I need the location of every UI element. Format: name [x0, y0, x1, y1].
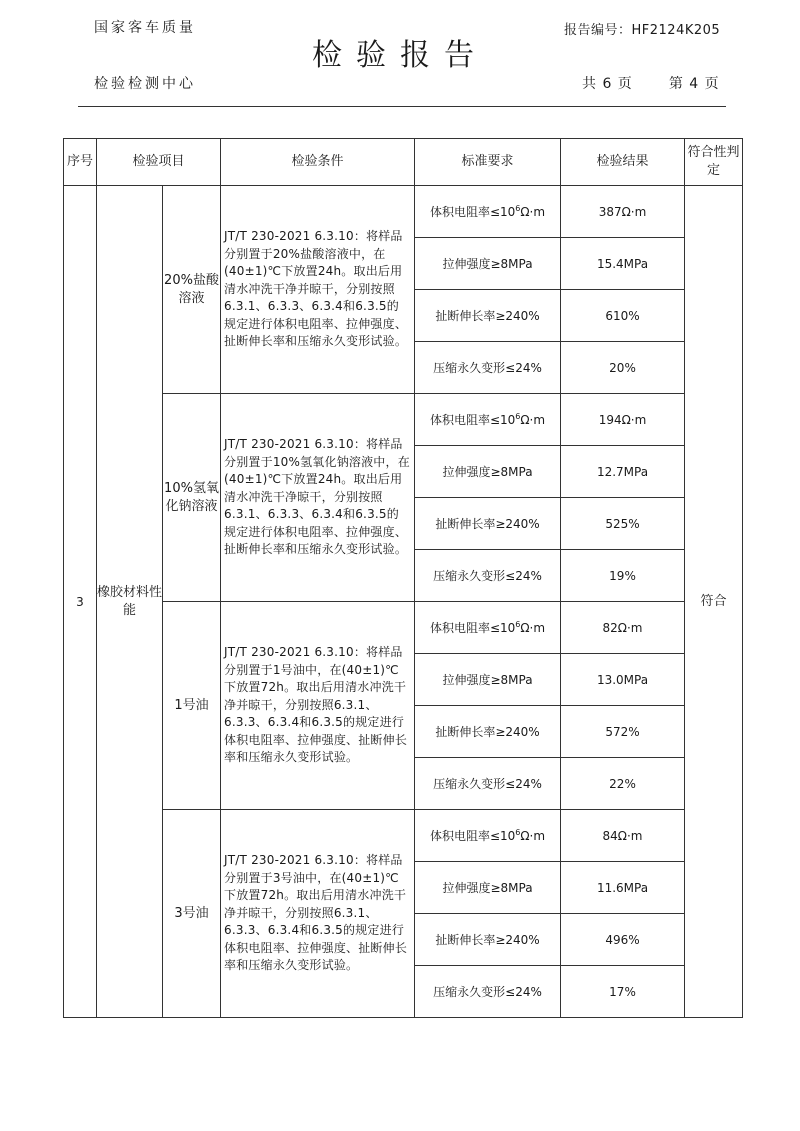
standard-resistivity-exponent: 6	[515, 828, 521, 837]
standard-tensile: 拉伸强度≥8MPa	[415, 446, 561, 498]
standard-resistivity-prefix: 体积电阻率≤10	[429, 621, 516, 635]
seq-cell: 3	[64, 186, 97, 1018]
standard-tensile: 拉伸强度≥8MPa	[415, 238, 561, 290]
result-resistivity: 82Ω·m	[561, 602, 685, 654]
standard-elongation: 扯断伸长率≥240%	[415, 706, 561, 758]
result-compression: 19%	[561, 550, 685, 602]
condition-cell: JT/T 230-2021 6.3.10：将样品分别置于20%盐酸溶液中，在(40±1)℃下放置24h。取出后用清水冲洗干净并晾干，分别按照6.3.1、6.3.3、6.3.4和6.3.5的规定进行体积电阻率、拉伸强度、扯断伸长率和压缩永久变形试验。	[221, 186, 415, 394]
standard-compression: 压缩永久变形≤24%	[415, 550, 561, 602]
table-row	[64, 602, 743, 654]
report-number: 报告编号：HF2124K205	[564, 23, 721, 38]
header-result: 检验结果	[561, 139, 685, 186]
medium-cell: 1号油	[163, 602, 221, 810]
medium-cell: 10%氢氧化钠溶液	[163, 394, 221, 602]
standard-resistivity-prefix: 体积电阻率≤10	[429, 205, 516, 219]
result-elongation: 610%	[561, 290, 685, 342]
total-pages: 共 6 页	[582, 76, 633, 92]
standard-resistivity	[415, 602, 561, 654]
header-conformity: 符合性判定	[685, 139, 743, 186]
current-page: 第 4 页	[668, 76, 720, 92]
standard-resistivity	[415, 394, 561, 446]
standard-elongation: 扯断伸长率≥240%	[415, 914, 561, 966]
result-tensile: 15.4MPa	[561, 238, 685, 290]
table-row	[64, 186, 743, 238]
header-seq: 序号	[64, 139, 97, 186]
result-resistivity: 387Ω·m	[561, 186, 685, 238]
standard-resistivity-exponent: 6	[515, 620, 521, 629]
standard-elongation: 扯断伸长率≥240%	[415, 498, 561, 550]
result-compression: 17%	[561, 966, 685, 1018]
standard-tensile: 拉伸强度≥8MPa	[415, 862, 561, 914]
result-tensile: 11.6MPa	[561, 862, 685, 914]
result-elongation: 572%	[561, 706, 685, 758]
table-row	[64, 394, 743, 446]
standard-resistivity-unit: Ω·m	[520, 621, 546, 635]
medium-cell: 3号油	[163, 810, 221, 1018]
organization-name-bottom: 检验检测中心	[94, 76, 196, 92]
inspection-table	[63, 138, 743, 1018]
header-divider	[78, 106, 726, 107]
header-standard: 标准要求	[415, 139, 561, 186]
header-condition: 检验条件	[221, 139, 415, 186]
table-row	[64, 810, 743, 862]
medium-cell: 20%盐酸溶液	[163, 186, 221, 394]
condition-cell: JT/T 230-2021 6.3.10：将样品分别置于3号油中，在(40±1)℃下放置72h。取出后用清水冲洗干净并晾干，分别按照6.3.1、6.3.3、6.3.4和6.3.5的规定进行体积电阻率、拉伸强度、扯断伸长率和压缩永久变形试验。	[221, 810, 415, 1018]
standard-elongation: 扯断伸长率≥240%	[415, 290, 561, 342]
result-tensile: 12.7MPa	[561, 446, 685, 498]
standard-resistivity-exponent: 6	[515, 204, 521, 213]
standard-resistivity-unit: Ω·m	[520, 205, 546, 219]
standard-tensile: 拉伸强度≥8MPa	[415, 654, 561, 706]
standard-resistivity-exponent: 6	[515, 412, 521, 421]
standard-resistivity-prefix: 体积电阻率≤10	[429, 413, 516, 427]
standard-resistivity-unit: Ω·m	[520, 413, 546, 427]
conformity-cell: 符合	[685, 186, 743, 1018]
organization-name-top: 国家客车质量	[94, 20, 196, 36]
report-title: 检验报告	[312, 38, 488, 73]
result-resistivity: 84Ω·m	[561, 810, 685, 862]
standard-resistivity-unit: Ω·m	[520, 829, 546, 843]
table-header-row	[64, 139, 743, 186]
standard-resistivity	[415, 810, 561, 862]
condition-cell: JT/T 230-2021 6.3.10：将样品分别置于10%氢氧化钠溶液中，在(40±1)℃下放置24h。取出后用清水冲洗干净晾干，分别按照6.3.1、6.3.3、6.3.4和6.3.5的规定进行体积电阻率、拉伸强度、扯断伸长率和压缩永久变形试验。	[221, 394, 415, 602]
result-tensile: 13.0MPa	[561, 654, 685, 706]
standard-compression: 压缩永久变形≤24%	[415, 758, 561, 810]
result-elongation: 496%	[561, 914, 685, 966]
result-elongation: 525%	[561, 498, 685, 550]
standard-compression: 压缩永久变形≤24%	[415, 966, 561, 1018]
standard-resistivity-prefix: 体积电阻率≤10	[429, 829, 516, 843]
standard-compression: 压缩永久变形≤24%	[415, 342, 561, 394]
result-compression: 22%	[561, 758, 685, 810]
result-resistivity: 194Ω·m	[561, 394, 685, 446]
page-info	[582, 73, 720, 93]
item-cell: 橡胶材料性能	[97, 186, 163, 1018]
result-compression: 20%	[561, 342, 685, 394]
header-item: 检验项目	[97, 139, 221, 186]
condition-cell: JT/T 230-2021 6.3.10：将样品分别置于1号油中，在(40±1)℃下放置72h。取出后用清水冲洗干净并晾干，分别按照6.3.1、6.3.3、6.3.4和6.3.5的规定进行体积电阻率、拉伸强度、扯断伸长率和压缩永久变形试验。	[221, 602, 415, 810]
standard-resistivity	[415, 186, 561, 238]
